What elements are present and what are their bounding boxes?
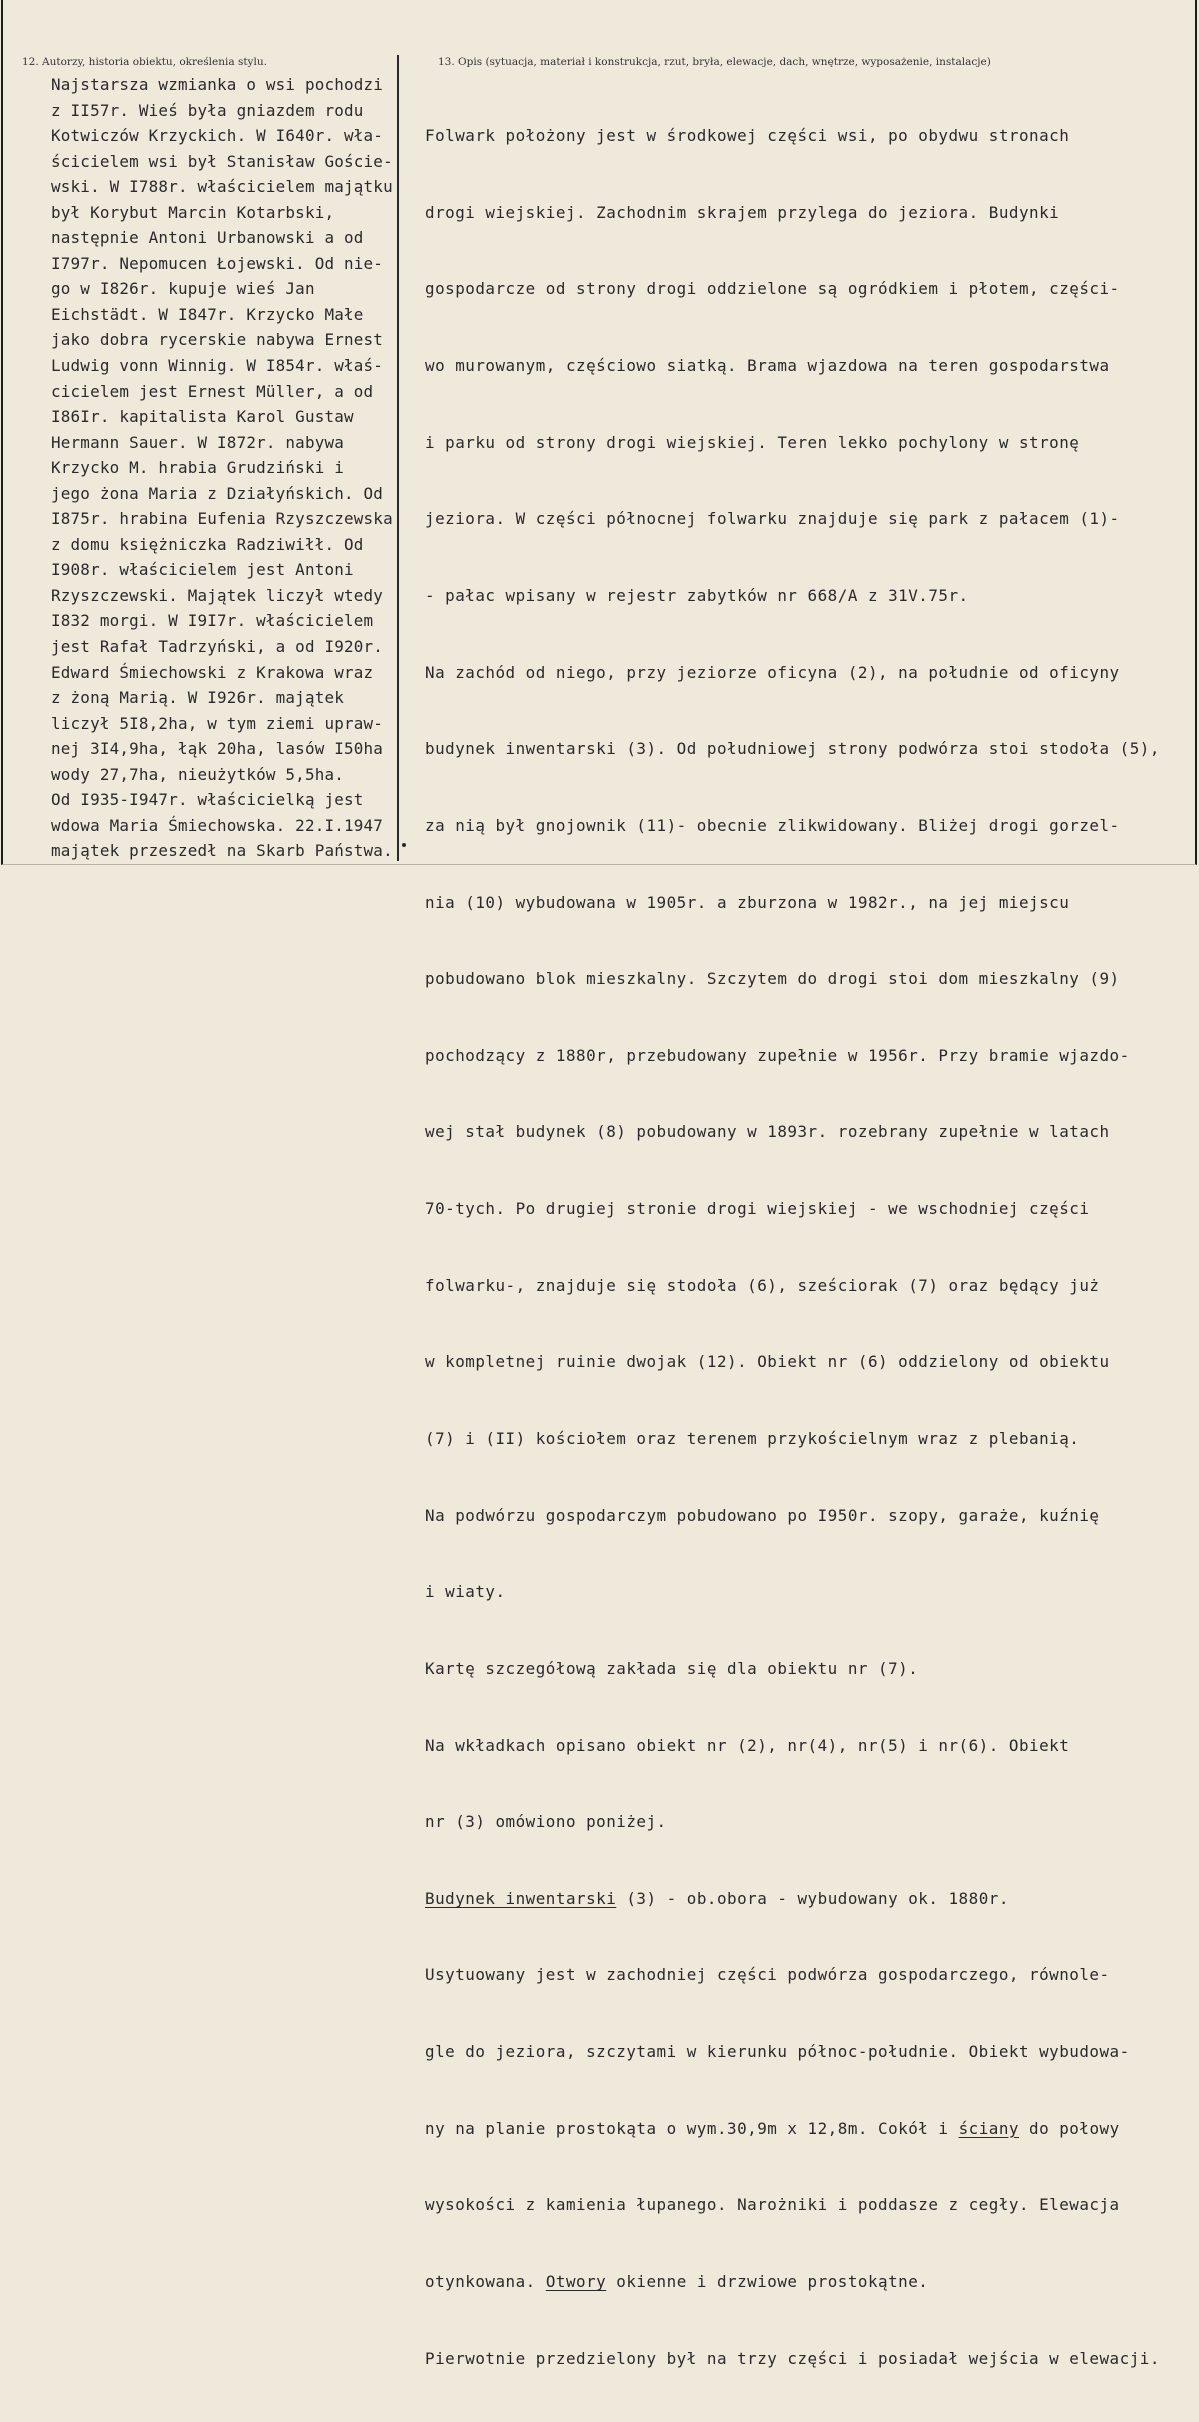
text-line-heading: Budynek inwentarski (3) - ob.obora - wybudowany ok. 1880r. [425, 1888, 1009, 1908]
text-line: i wiaty. [425, 1582, 506, 1602]
text-line: wej stał budynek (8) pobudowany w 1893r. rozebrany zupełnie w latach [425, 1122, 1110, 1142]
text-line: cicielem jest Ernest Müller, a od [51, 381, 374, 401]
text-line: I908r. właścicielem jest Antoni [51, 560, 354, 580]
text-line: pobudowano blok mieszkalny. Szczytem do drogi stoi dom mieszkalny (9) [425, 969, 1120, 989]
text-line: Hermann Sauer. W I872r. nabywa [51, 432, 345, 452]
text-line: budynek inwentarski (3). Od południowej strony podwórza stoi stodoła (5), [425, 739, 1160, 759]
text-line: liczył 5I8,2ha, w tym ziemi upraw- [51, 713, 384, 733]
text-line: za nią był gnojownik (11)- obecnie zlikwidowany. Bliżej drogi gorzel- [425, 815, 1120, 835]
text-line: Kartę szczegółową zakłada się dla obiektu nr (7). [425, 1658, 919, 1678]
section-12-header: 12. Autorzy, historia obiektu, określenia stylu. [22, 56, 267, 68]
text-line: wody 27,7ha, nieużytków 5,5ha. [51, 764, 345, 784]
text-line: z II57r. Wieś była gniazdem rodu [51, 100, 364, 120]
text-line: drogi wiejskiej. Zachodnim skrajem przylega do jeziora. Budynki [425, 202, 1060, 222]
text-line: wski. W I788r. właścicielem majątku [51, 177, 393, 197]
text-line: następnie Antoni Urbanowski a od [51, 228, 364, 248]
text-line: Edward Śmiechowski z Krakowa wraz [51, 662, 374, 682]
text-line: jest Rafał Tadrzyński, a od I920r. [51, 637, 384, 657]
text-line: wo murowanym, częściowo siatką. Brama wjazdowa na teren gospodarstwa [425, 356, 1110, 376]
text-line: jeziora. W części północnej folwarku znajduje się park z pałacem (1)- [425, 509, 1120, 529]
ink-dot-mark [402, 843, 406, 847]
text-line: i parku od strony drogi wiejskiej. Teren lekko pochylony w stronę [425, 432, 1080, 452]
text-line: (7) i (II) kościołem oraz terenem przykościelnym wraz z plebanią. [425, 1428, 1080, 1448]
text-line: gle do jeziora, szczytami w kierunku północ-południe. Obiekt wybudowa- [425, 2042, 1130, 2062]
text-line: jego żona Maria z Działyńskich. Od [51, 483, 384, 503]
text-line: Kotwiczów Krzyckich. W I640r. wła- [51, 126, 384, 146]
text-line: Eichstädt. W I847r. Krzycko Małe [51, 304, 364, 324]
text-line: Pierwotnie przedzielony był na trzy części i posiadał wejścia w elewacji. [425, 2348, 1160, 2368]
text-line: Na zachód od niego, przy jeziorze oficyna (2), na południe od oficyny [425, 662, 1120, 682]
text-line: Usytuowany jest w zachodniej części podwórza gospodarczego, równole- [425, 1965, 1110, 1985]
text-line: I797r. Nepomucen Łojewski. Od nie- [51, 253, 384, 273]
text-line: Od I935-I947r. właścicielką jest [51, 790, 364, 810]
text-line: Folwark położony jest w środkowej części wsi, po obydwu stronach [425, 126, 1070, 146]
text-line: I86Ir. kapitalista Karol Gustaw [51, 407, 354, 427]
text-line: z domu księżniczka Radziwiłł. Od [51, 534, 364, 554]
text-line: w kompletnej ruinie dwojak (12). Obiekt nr (6) oddzielony od obiektu [425, 1352, 1110, 1372]
text-line: był Korybut Marcin Kotarbski, [51, 202, 335, 222]
text-line: z żoną Marią. W I926r. majątek [51, 688, 345, 708]
text-line: wysokości z kamienia łupanego. Narożniki i poddasze z cegły. Elewacja [425, 2195, 1120, 2215]
description-text-column [425, 72, 1185, 2422]
text-line: jako dobra rycerskie nabywa Ernest [51, 330, 384, 350]
text-line: I875r. hrabina Eufenia Rzyszczewska [51, 509, 393, 529]
text-line: nia (10) wybudowana w 1905r. a zburzona w 1982r., na jej miejscu [425, 892, 1070, 912]
section-13-header: 13. Opis (sytuacja, materiał i konstrukcja, rzut, bryła, elewacje, dach, wnętrze, wyposażenie, instalacje) [438, 56, 991, 68]
text-line: Na wkładkach opisano obiekt nr (2), nr(4), nr(5) i nr(6). Obiekt [425, 1735, 1070, 1755]
text-line: nej 3I4,9ha, łąk 20ha, lasów I50ha [51, 739, 384, 759]
history-text-column [51, 72, 403, 864]
text-line: ścicielem wsi był Stanisław Goście- [51, 151, 393, 171]
text-line: wdowa Maria Śmiechowska. 22.I.1947 [51, 815, 384, 835]
text-line: gospodarcze od strony drogi oddzielone są ogródkiem i płotem, części- [425, 279, 1120, 299]
text-line: folwarku-, znajduje się stodoła (6), sześciorak (7) oraz będący już [425, 1275, 1100, 1295]
text-line: Najstarsza wzmianka o wsi pochodzi [51, 75, 384, 94]
text-line: go w I826r. kupuje wieś Jan [51, 279, 315, 299]
subsection-title: Budynek inwentarski [425, 1888, 617, 1908]
text-line: nr (3) omówiono poniżej. [425, 1812, 667, 1832]
text-line: Na podwórzu gospodarczym pobudowano po I950r. szopy, garaże, kuźnię [425, 1505, 1100, 1525]
text-line: pochodzący z 1880r, przebudowany zupełnie w 1956r. Przy bramie wjazdo- [425, 1045, 1130, 1065]
text-line: I832 morgi. W I9I7r. właścicielem [51, 611, 374, 631]
text-line: 70-tych. Po drugiej stronie drogi wiejskiej - we wschodniej części [425, 1199, 1090, 1219]
text-line: - pałac wpisany w rejestr zabytków nr 668/A z 31V.75r. [425, 585, 969, 605]
underlined-word: ściany [958, 2118, 1019, 2138]
text-line: majątek przeszedł na Skarb Państwa. [51, 841, 393, 861]
underlined-word: Otwory [545, 2272, 607, 2292]
text-line: otynkowana. Otwory okienne i drzwiowe prostokątne. [425, 2272, 929, 2292]
text-line: ny na planie prostokąta o wym.30,9m x 12,8m. Cokół i ściany do połowy [425, 2118, 1120, 2138]
text-line: Krzycko M. hrabia Grudziński i [51, 458, 345, 478]
text-line: Rzyszczewski. Majątek liczył wtedy [51, 585, 384, 605]
text-line: Ludwig vonn Winnig. W I854r. właś- [51, 356, 384, 376]
